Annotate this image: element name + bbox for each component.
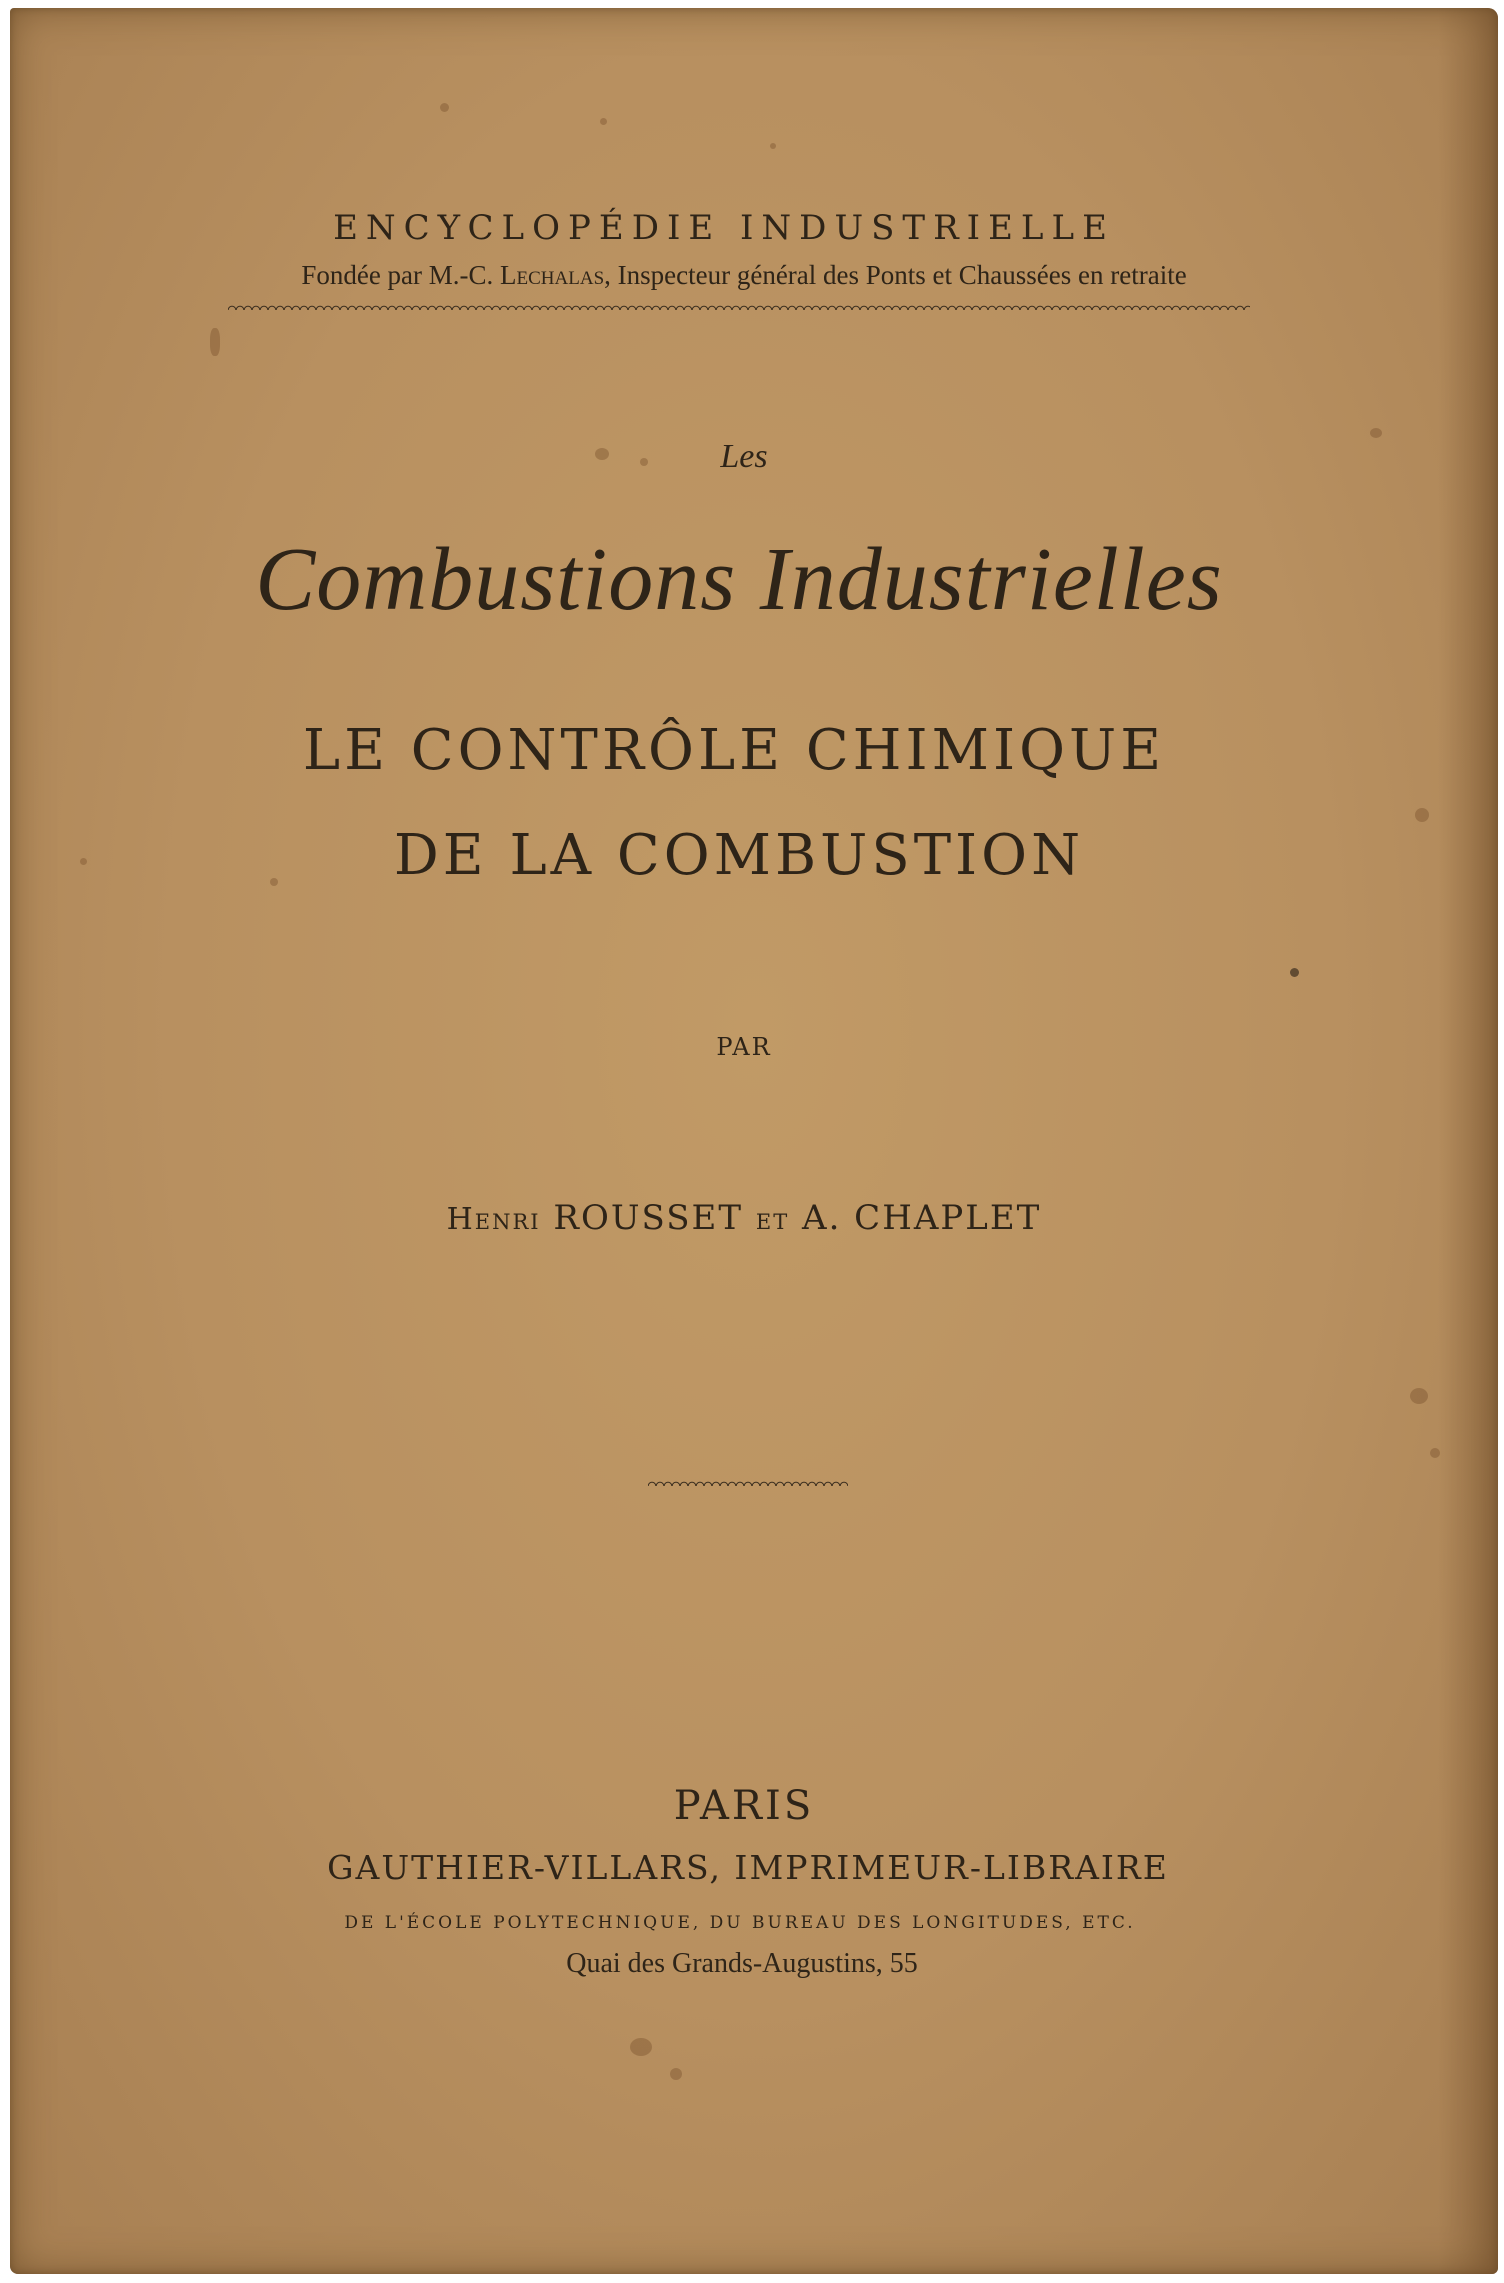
book-cover xyxy=(10,8,1498,2274)
founder-line xyxy=(0,260,1488,291)
conjunction: et xyxy=(755,1202,790,1237)
founder-name: Lechalas xyxy=(500,260,605,290)
by-label: PAR xyxy=(716,1033,772,1061)
wavy-rule-top xyxy=(228,302,1250,310)
author1-first-name: Henri xyxy=(446,1202,541,1237)
wavy-rule-middle xyxy=(648,1478,848,1486)
stain xyxy=(1415,808,1429,822)
stain xyxy=(600,118,607,125)
stain xyxy=(440,103,449,112)
stain xyxy=(630,2038,652,2056)
stain xyxy=(670,2068,682,2080)
founder-suffix: , Inspecteur général des Ponts et Chaussées en retraite xyxy=(604,260,1187,290)
author1-last-name: ROUSSET xyxy=(553,1198,744,1238)
publisher-institutions: DE L'ÉCOLE POLYTECHNIQUE, DU BUREAU DES LONGITUDES, ETC. xyxy=(344,1913,1136,1933)
stain xyxy=(1410,1388,1428,1404)
series-title: ENCYCLOPÉDIE INDUSTRIELLE xyxy=(333,208,1115,248)
publisher-address: Quai des Grands-Augustins, 55 xyxy=(566,1948,918,1979)
founder-prefix: Fondée par M.-C. xyxy=(301,260,501,290)
stain xyxy=(1370,428,1382,438)
main-title: Combustions Industrielles xyxy=(255,530,1223,629)
stain xyxy=(210,328,220,356)
stain xyxy=(1290,968,1299,977)
subtitle-line-2: DE LA COMBUSTION xyxy=(393,823,1085,888)
publisher-city: PARIS xyxy=(673,1783,815,1829)
stain xyxy=(1430,1448,1440,1458)
stain xyxy=(770,143,776,149)
author2-name: A. CHAPLET xyxy=(802,1198,1042,1238)
authors-line xyxy=(0,1198,1488,1238)
title-prefix: Les xyxy=(720,438,768,475)
publisher-name: GAUTHIER-VILLARS, IMPRIMEUR-LIBRAIRE xyxy=(327,1848,1169,1887)
subtitle-line-1: LE CONTRÔLE CHIMIQUE xyxy=(302,718,1166,783)
